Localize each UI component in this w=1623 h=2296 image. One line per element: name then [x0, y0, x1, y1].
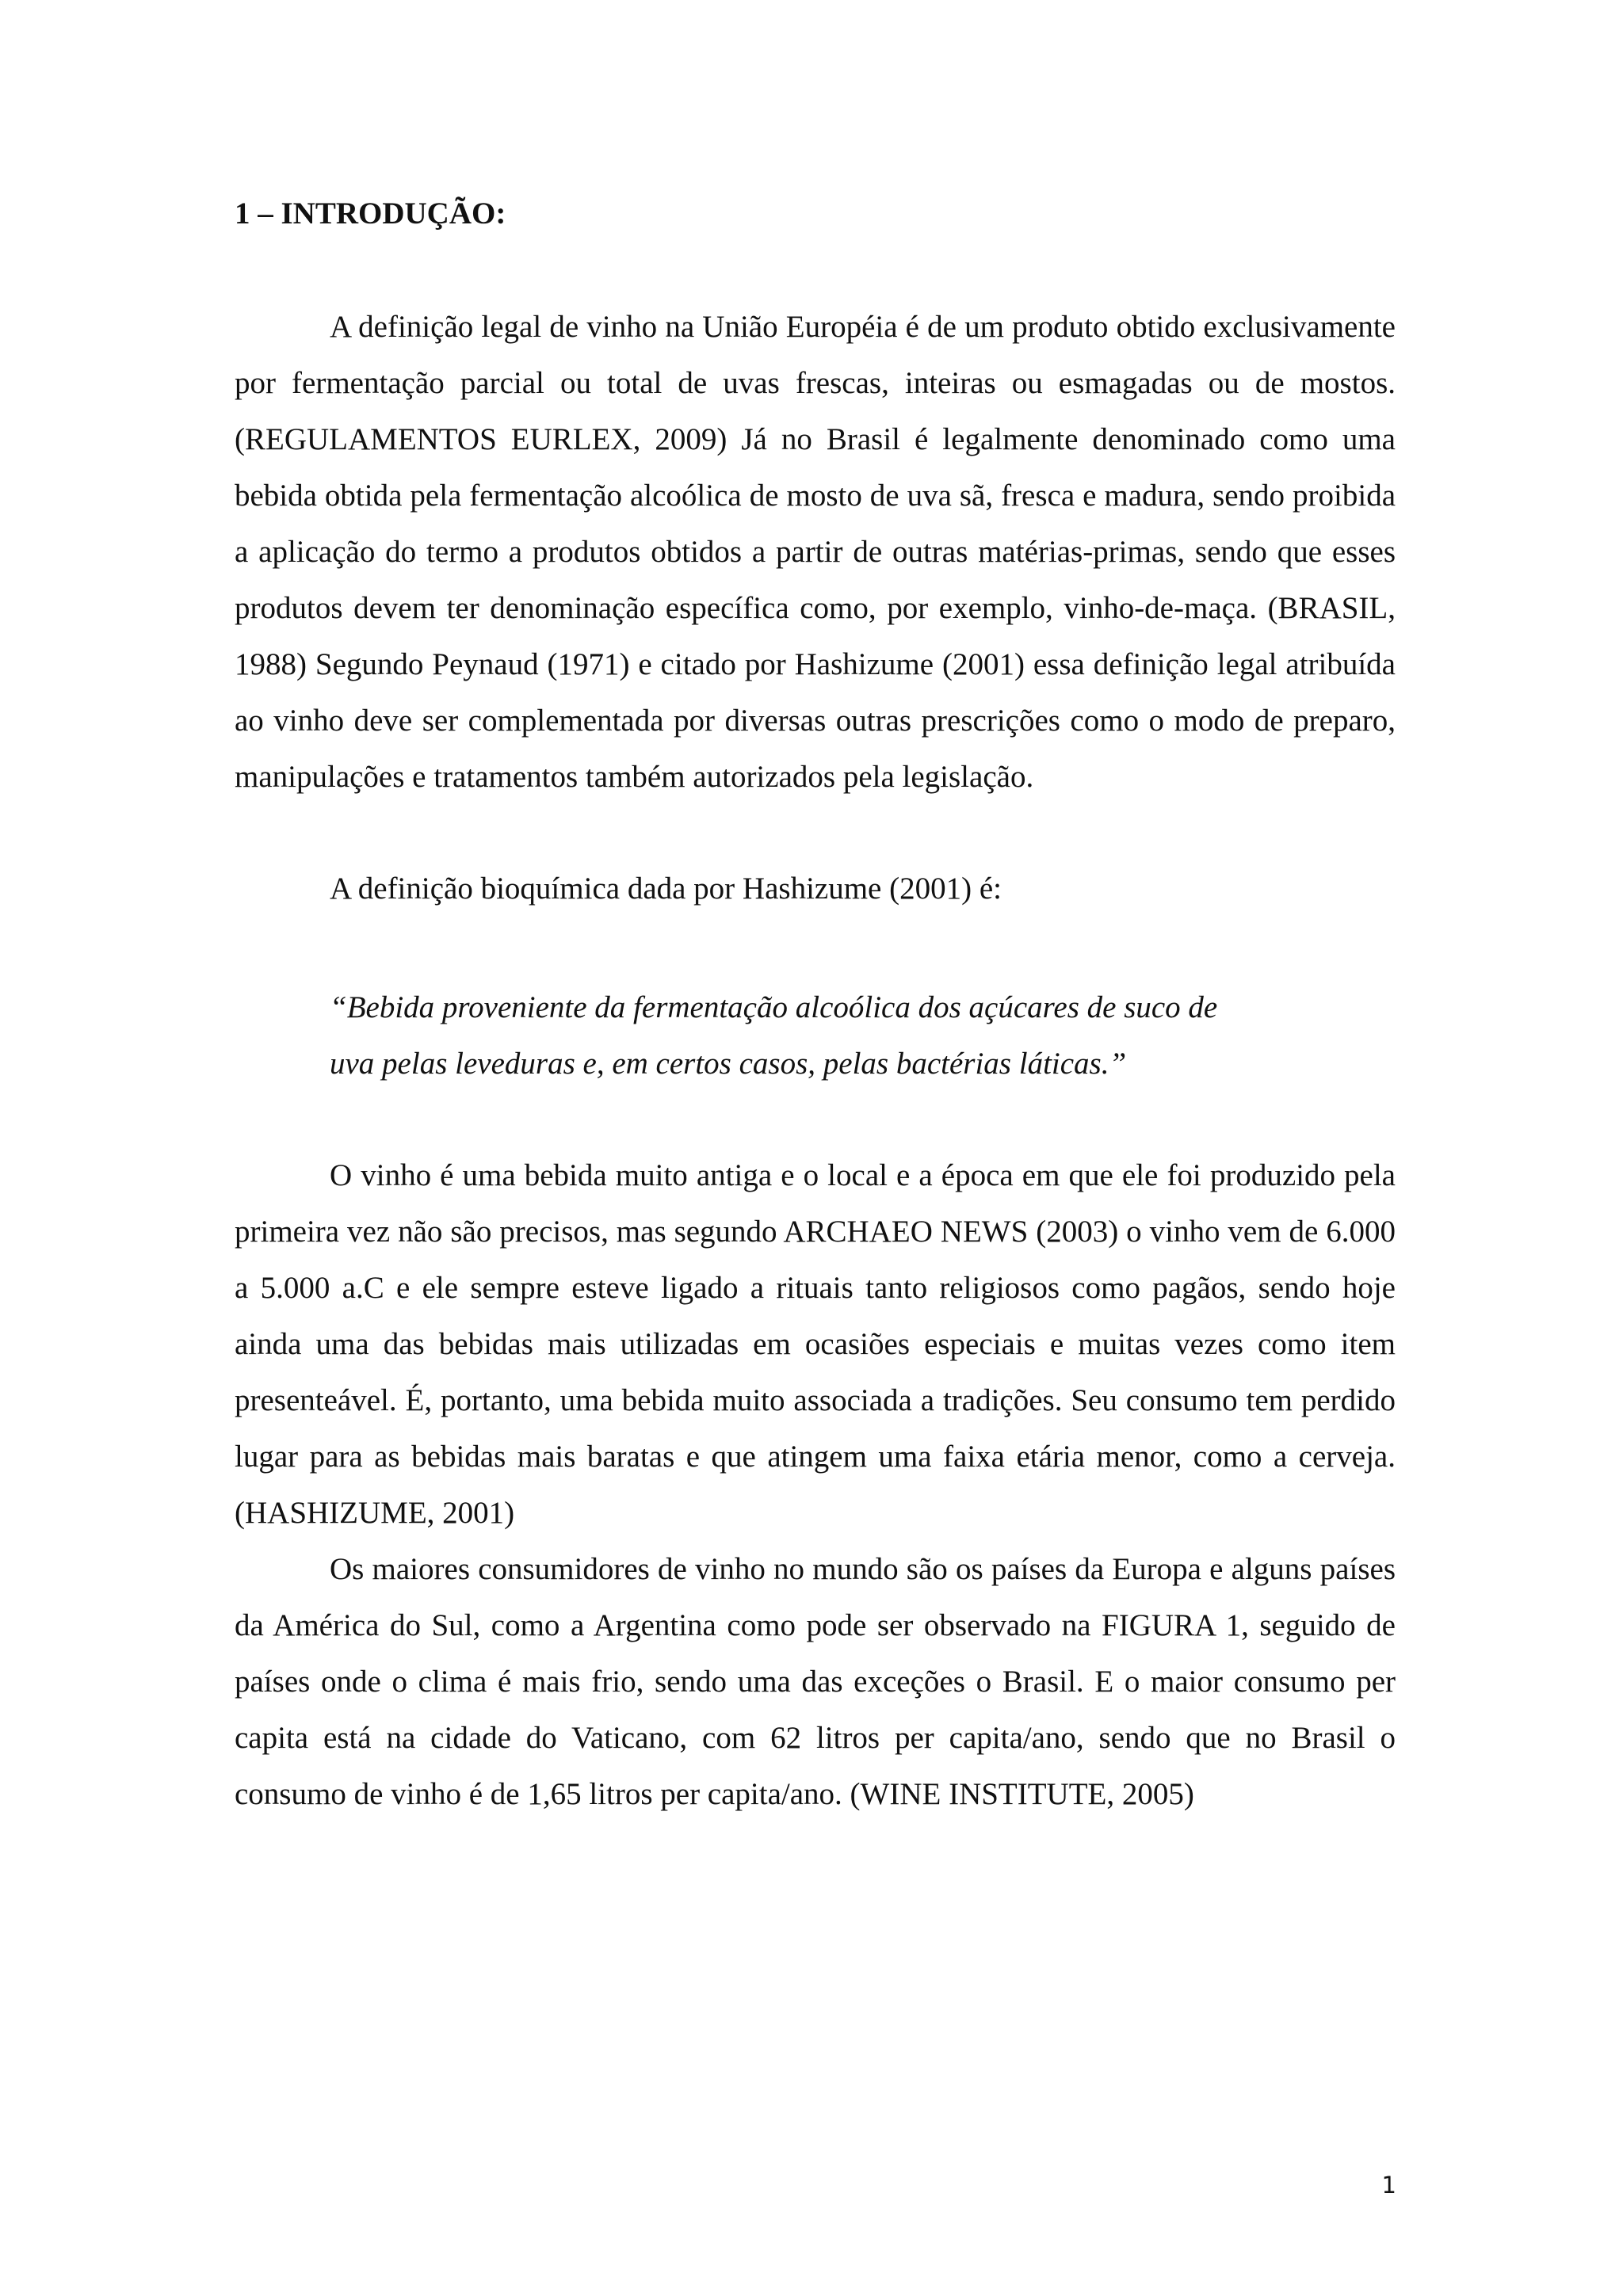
page-number: 1 — [1381, 2172, 1396, 2199]
section-heading: 1 – INTRODUÇÃO: — [235, 196, 506, 231]
quote-line-1: “Bebida proveniente da fermentação alcoólica dos açúcares de suco de — [330, 990, 1218, 1024]
paragraph-legal-definition: A definição legal de vinho na União Européia é de um produto obtido exclusivamente por fermentação parcial ou total de uvas frescas, inteiras ou esmagadas ou de mostos. (REGULAMENTOS EURLEX, 2009) Já no Brasil é legalmente denominado como uma bebida obtida pela fermentação alcoólica de mosto de uva sã, fresca e madura, sendo proibida a aplicação do termo a produtos obtidos a partir de outras matérias-primas, sendo que esses produtos devem ter denominação específica como, por exemplo, vinho-de-maça. (BRASIL, 1988) Segundo Peynaud (1971) e citado por Hashizume (2001) essa definição legal atribuída ao vinho deve ser complementada por diversas outras prescrições como o modo de preparo, manipulações e tratamentos também autorizados pela legislação. — [235, 310, 1396, 794]
quote-line-2: uva pelas leveduras e, em certos casos, pelas bactérias láticas.” — [330, 1047, 1127, 1081]
paragraph-consumption: Os maiores consumidores de vinho no mundo são os países da Europa e alguns países da América do Sul, como a Argentina como pode ser observado na FIGURA 1, seguido de países onde o clima é mais frio, sendo uma das exceções o Brasil. E o maior consumo per capita está na cidade do Vaticano, com 62 litros per capita/ano, sendo que no Brasil o consumo de vinho é de 1,65 litros per capita/ano. (WINE INSTITUTE, 2005) — [235, 1552, 1396, 1811]
block-quote — [330, 979, 1360, 1092]
paragraph-biochemical-intro: A definição bioquímica dada por Hashizume (2001) é: — [330, 871, 1002, 906]
paragraph-history: O vinho é uma bebida muito antiga e o local e a época em que ele foi produzido pela primeira vez não são precisos, mas segundo ARCHAEO NEWS (2003) o vinho vem de 6.000 a 5.000 a.C e ele sempre esteve ligado a rituais tanto religiosos como pagãos, sendo hoje ainda uma das bebidas mais utilizadas em ocasiões especiais e muitas vezes como item presenteável. É, portanto, uma bebida muito associada a tradições. Seu consumo tem perdido lugar para as bebidas mais baratas e que atingem uma faixa etária menor, como a cerveja. (HASHIZUME, 2001) — [235, 1158, 1396, 1530]
